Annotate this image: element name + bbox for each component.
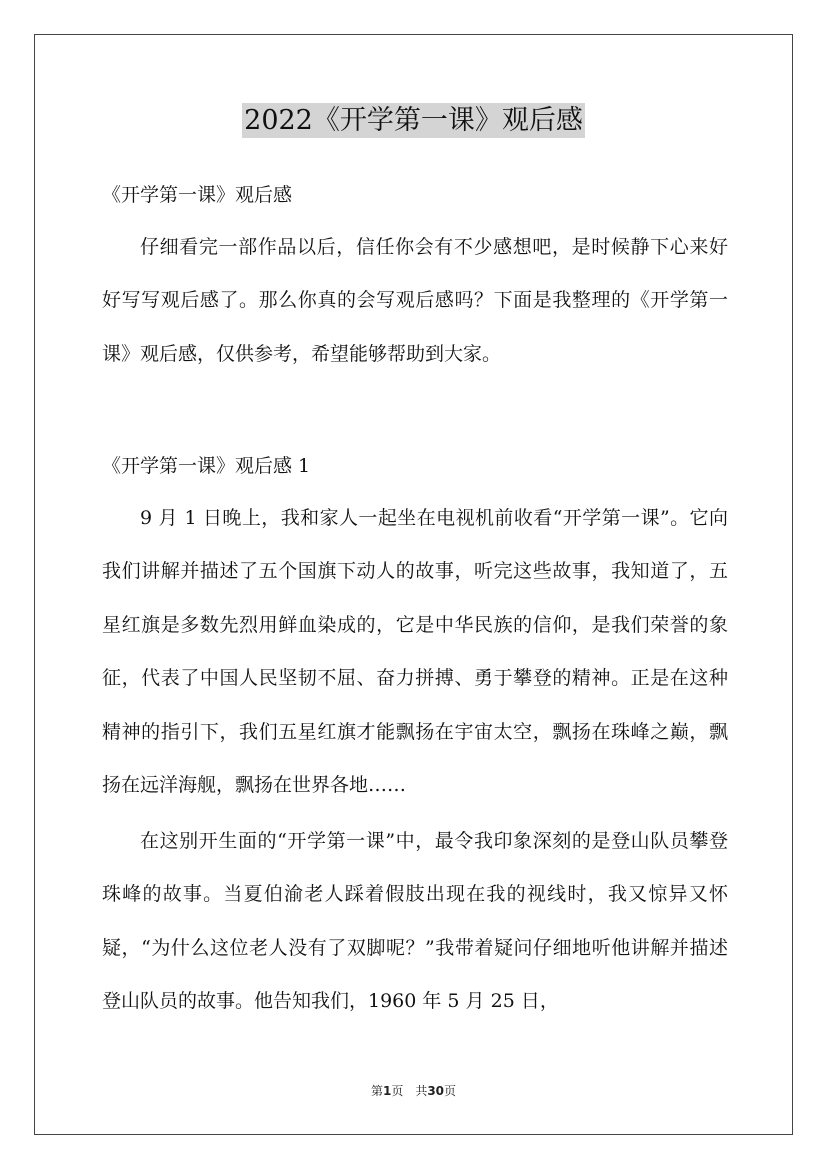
body-paragraph-2: 在这别开生面的“开学第一课”中，最令我印象深刻的是登山队员攀登珠峰的故事。当夏伯渝老人踩着假肢出现在我的视线时，我又惊异又怀疑，“为什么这位老人没有了双脚呢？”我带着疑问仔细地听他讲解并描述登山队员的故事。他告知我们，1960 年 5 月 25 日， xyxy=(102,830,728,1013)
document-title-text: 2022《开学第一课》观后感 xyxy=(244,105,583,136)
footer-page-number: 1 xyxy=(382,1084,392,1098)
intro-paragraph: 仔细看完一部作品以后，信任你会有不少感想吧，是时候静下心来好好写写观后感了。那么你真的会写观后感吗？下面是我整理的《开学第一课》观后感，仅供参考，希望能够帮助到大家。 xyxy=(102,236,728,365)
footer-total-pages: 30 xyxy=(427,1084,445,1098)
essay-heading: 《开学第一课》观后感 1 xyxy=(102,455,311,477)
footer-middle: 页 共 xyxy=(391,1084,428,1098)
section-heading: 《开学第一课》观后感 xyxy=(102,184,293,206)
page-footer xyxy=(0,1083,827,1099)
footer-prefix: 第 xyxy=(370,1084,383,1098)
body-paragraph-1: 9 月 1 日晚上，我和家人一起坐在电视机前收看“开学第一课”。它向我们讲解并描述了五个国旗下动人的故事，听完这些故事，我知道了，五星红旗是多数先烈用鲜血染成的，它是中华民族的信仰，是我们荣誉的象征，代表了中国人民坚韧不屈、奋力拼搏、勇于攀登的精神。正是在这种精神的指引下，我们五星红旗才能飘扬在宇宙太空，飘扬在珠峰之巅，飘扬在远洋海舰，飘扬在世界各地…… xyxy=(102,507,728,797)
footer-suffix: 页 xyxy=(444,1084,457,1098)
document-title xyxy=(0,102,827,140)
